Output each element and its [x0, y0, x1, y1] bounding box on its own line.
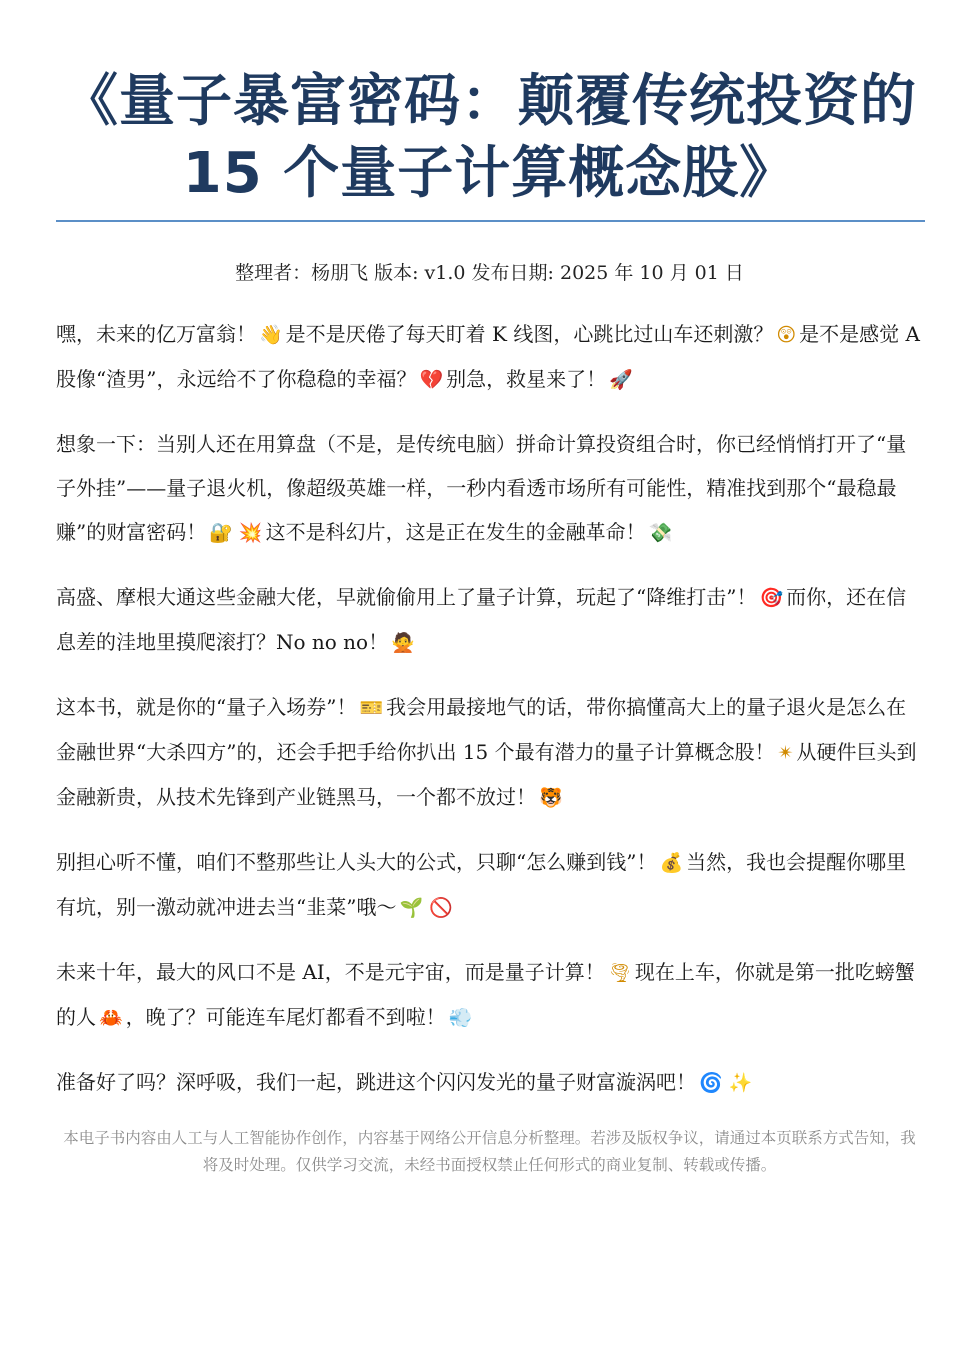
paragraph-3: [56, 575, 923, 665]
waving-hand-icon: 👋: [259, 324, 283, 346]
paragraph-6-text-1: 未来十年，最大的风口不是 AI，不是元宇宙，而是量子计算！: [56, 960, 605, 984]
copyright-notice: 本电子书内容由人工与人工智能协作创作，内容基于网络公开信息分析整理。若涉及版权争议，请通过本页联系方式告知，我将及时处理。仅供学习交流，未经书面授权禁止任何形式的商业复制、转载或传播。: [63, 1129, 916, 1174]
money-bag-icon: 💰: [659, 852, 684, 874]
boom-icon: 💥: [238, 522, 263, 544]
paragraph-2-text-2: 这不是科幻片，这是正在发生的金融革命！: [265, 520, 646, 544]
paragraph-1-text-1: 嘿，未来的亿万富翁！: [56, 322, 256, 346]
paragraph-1-text-4: 别急，救星来了！: [446, 367, 607, 391]
broken-heart-icon: 💔: [419, 369, 444, 391]
paragraph-6-text-2: 现在上车，你就是第一批吃螃蟹的人: [56, 960, 915, 1029]
paragraph-6: [56, 950, 923, 1040]
person-shrug-icon: 🙅: [391, 632, 415, 654]
paragraph-3-text-2: 而你，还在信息差的洼地里摸爬滚打？No no no！: [56, 585, 907, 654]
document-title: [56, 66, 923, 210]
paragraph-4-text-3: 从硬件巨头到金融新贵，从技术先锋到产业链黑马，一个都不放过！: [56, 740, 917, 809]
document-meta: 整理者：杨朋飞 版本: v1.0 发布日期: 2025 年 10 月 01 日: [235, 262, 744, 284]
cyclone-icon: 🌀: [699, 1072, 723, 1094]
ticket-icon: 🎫: [359, 697, 384, 719]
money-wings-icon: 💸: [648, 522, 673, 544]
sparkles-icon: ✨: [728, 1072, 753, 1094]
title-line-1: 《量子暴富密码：颠覆传统投资的: [62, 69, 917, 134]
paragraph-5-text-1: 别担心听不懂，咱们不整那些让人头大的公式，只聊“怎么赚到钱”！: [56, 850, 657, 874]
title-line-2: 15 个量子计算概念股》: [182, 141, 797, 206]
paragraph-1-text-2: 是不是厌倦了每天盯着 K 线图，心跳比过山车还刺激？: [285, 322, 774, 346]
paragraph-6-text-3: ，晚了？可能连车尾灯都看不到啦！: [125, 1005, 446, 1029]
paragraph-4: [56, 685, 923, 820]
dash-icon: 💨: [448, 1007, 473, 1029]
crab-icon: 🦀: [99, 1007, 123, 1029]
paragraph-7: [56, 1060, 923, 1105]
paragraph-2-text-1: 想象一下：当别人还在用算盘（不是，是传统电脑）拼命计算投资组合时，你已经悄悄打开了“量子外挂”——量子退火机，像超级英雄一样，一秒内看透市场所有可能性，精准找到那个“最稳最赚”的财富密码！: [56, 432, 907, 544]
paragraph-5: [56, 840, 923, 930]
paragraph-1-text-3: 是不是感觉 A 股像“渣男”，永远给不了你稳稳的幸福？: [56, 322, 920, 391]
shocked-face-icon: 😲: [776, 324, 797, 346]
paragraph-5-text-2: 当然，我也会提醒你哪里有坑，别一激动就冲进去当“韭菜”哦～: [56, 850, 907, 919]
target-icon: 🎯: [759, 587, 784, 609]
lock-key-icon: 🔐: [209, 522, 233, 544]
paragraph-1: [56, 312, 923, 402]
paragraph-4-text-2: 我会用最接地气的话，带你搞懂高大上的量子退火是怎么在金融世界“大杀四方”的，还会手把手给你扒出 15 个最有潜力的量子计算概念股！: [56, 695, 907, 764]
tornado-icon: 🌪: [607, 962, 632, 984]
prohibited-icon: 🚫: [429, 897, 453, 919]
paragraph-3-text-1: 高盛、摩根大通这些金融大佬，早就偷偷用上了量子计算，玩起了“降维打击”！: [56, 585, 757, 609]
sparkle-burst-icon: ✴: [777, 742, 794, 764]
document-page: [0, 66, 979, 1346]
paragraph-7-text-1: 准备好了吗？深呼吸，我们一起，跳进这个闪闪发光的量子财富漩涡吧！: [56, 1070, 696, 1094]
rocket-icon: 🚀: [609, 369, 633, 391]
paragraph-2: [56, 422, 923, 555]
paragraph-4-text-1: 这本书，就是你的“量子入场券”！: [56, 695, 357, 719]
tiger-icon: 🐯: [539, 787, 563, 809]
seedling-icon: 🌱: [399, 897, 424, 919]
title-divider: [56, 220, 925, 222]
document-body: [56, 312, 923, 1105]
